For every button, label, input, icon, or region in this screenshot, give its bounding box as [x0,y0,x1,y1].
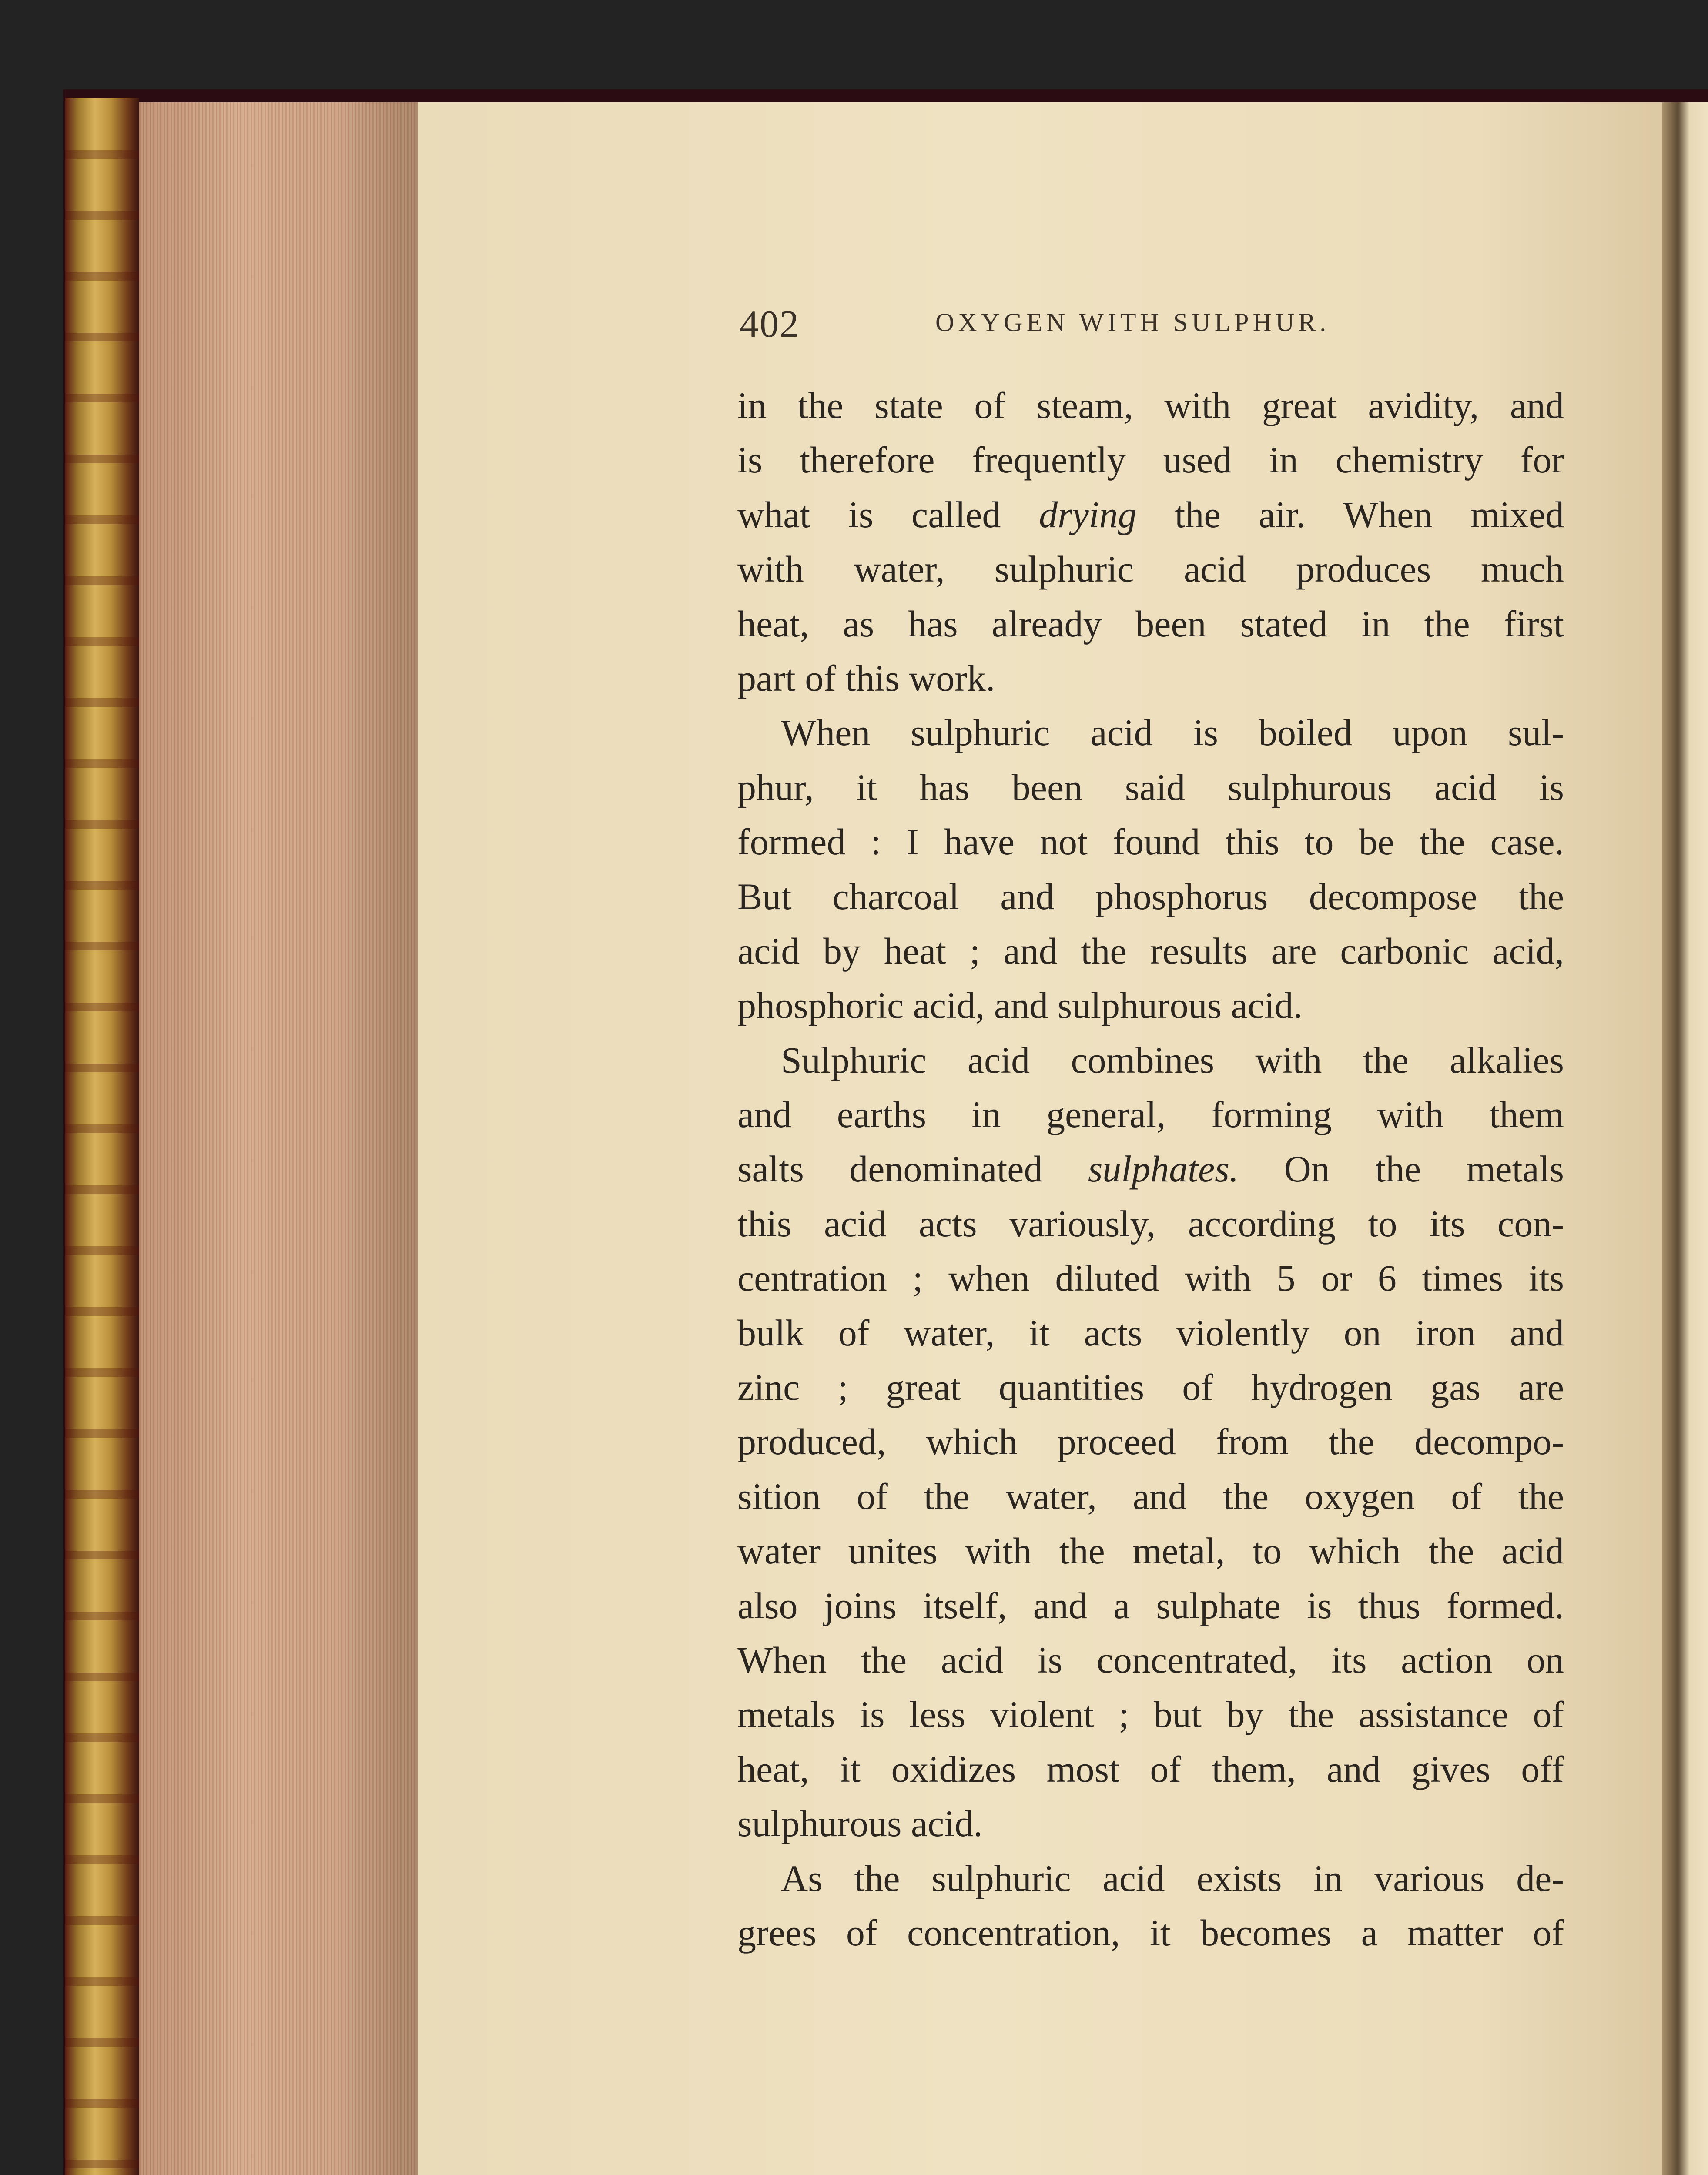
text-line: also joins itself, and a sulphate is thus formed. [737,1584,1564,1626]
gilt-ornament-border [65,98,139,2175]
text-line: phur, it has been said sulphurous acid is [737,766,1564,808]
text-line: in the state of steam, with great avidity, and [737,385,1564,426]
page-number: 402 [740,303,800,345]
page-gutter [1662,102,1708,2175]
body-text [737,378,1564,1960]
text-line: When the acid is concentrated, its action on [737,1639,1564,1681]
text-line: grees of concentration, it becomes a matter of [737,1911,1564,1954]
text-line: heat, as has already been stated in the first [737,602,1564,645]
text-line: this acid acts variously, according to its con- [737,1202,1564,1245]
text-line: produced, which proceed from the decompo- [737,1421,1564,1463]
text-line: sulphurous acid. [737,1803,983,1845]
text-line: metals is less violent ; but by the assistance of [737,1693,1564,1736]
text-line: water unites with the metal, to which the acid [737,1530,1564,1572]
text-line: heat, it oxidizes most of them, and gives off [737,1748,1564,1790]
text-line: When sulphuric acid is boiled upon sul- [781,712,1564,754]
text-line: what is called drying the air. When mixed [737,493,1564,535]
text-line: acid by heat ; and the results are carbonic acid, [737,930,1564,972]
text-line: centration ; when diluted with 5 or 6 times its [737,1257,1564,1299]
text-line: Sulphuric acid combines with the alkalies [781,1039,1564,1081]
text-line: salts denominated sulphates. On the metals [737,1148,1564,1190]
text-line: part of this work. [737,657,995,699]
text-line: sition of the water, and the oxygen of the [737,1475,1564,1517]
text-line: As the sulphuric acid exists in various de- [781,1857,1564,1899]
running-head [740,302,1610,350]
text-line: is therefore frequently used in chemistry for [737,439,1564,481]
text-line: phosphoric acid, and sulphurous acid. [737,984,1303,1027]
text-line: bulk of water, it acts violently on iron and [737,1312,1564,1354]
text-line: with water, sulphuric acid produces much [737,548,1564,590]
text-line: zinc ; great quantities of hydrogen gas are [737,1366,1564,1409]
running-title: OXYGEN WITH SULPHUR. [935,308,1330,337]
text-line: But charcoal and phosphorus decompose the [737,875,1564,917]
text-line: and earths in general, forming with them [737,1094,1564,1136]
text-line: formed : I have not found this to be the case. [737,821,1564,863]
page-edges [139,102,418,2175]
